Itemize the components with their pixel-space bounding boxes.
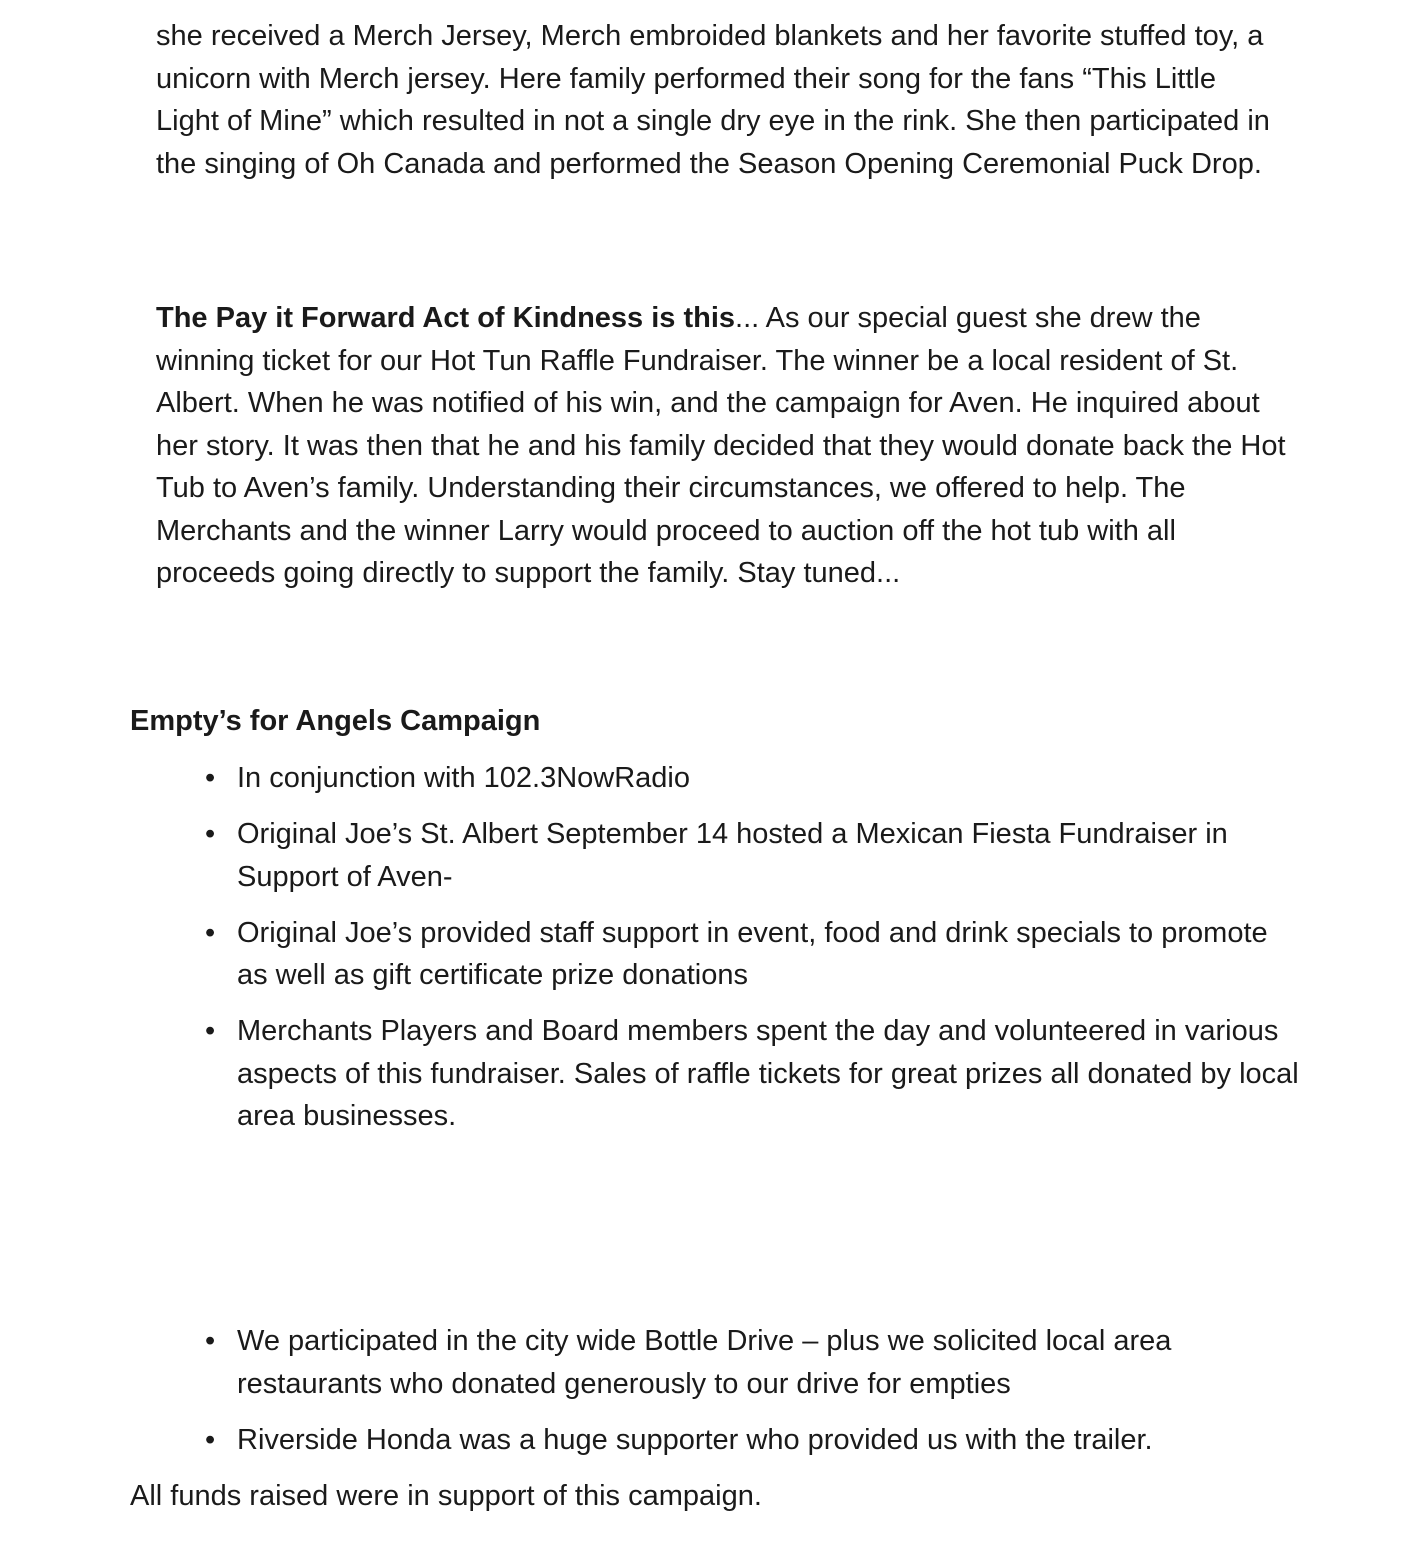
bullet-icon: • — [205, 818, 216, 850]
list-item-text: We participated in the city wide Bottle Drive – plus we solicited local area restaurants who donated generously to our drive for empties — [237, 1325, 1172, 1400]
list-item — [205, 912, 1305, 997]
intro-paragraph: she received a Merch Jersey, Merch embroided blankets and her favorite stuffed toy, a unicorn with Merch jersey. Here family performed their song for the fans “This Little Light of Mine” which resulted in not a single dry eye in the rink. She then participated in the singing of Oh Canada and performed the Season Opening Ceremonial Puck Drop. — [156, 20, 1270, 180]
section-heading: Empty’s for Angels Campaign — [130, 705, 541, 737]
closing-line: All funds raised were in support of this campaign. — [130, 1480, 762, 1512]
list-item-text: Original Joe’s provided staff support in event, food and drink specials to promote as well as gift certificate prize donations — [237, 916, 1268, 991]
list-item — [205, 1010, 1305, 1138]
list-item — [205, 1419, 1305, 1462]
list-item — [205, 757, 1305, 800]
list-item-text: In conjunction with 102.3NowRadio — [237, 762, 690, 794]
pay-it-forward-text: ... As our special guest she drew the winning ticket for our Hot Tun Raffle Fundraiser. The winner be a local resident of St. Albert. When he was notified of his win, and the campaign for Aven. He inquired about her story. It was then that he and his family decided that they would donate back the Hot Tub to Aven’s family. Understanding their circumstances, we offered to help. The Merchants and the winner Larry would proceed to auction off the hot tub with all proceeds going directly to support the family. Stay tuned... — [156, 302, 1286, 589]
bullet-icon: • — [205, 1423, 216, 1456]
list-item-text: Original Joe’s St. Albert September 14 hosted a Mexican Fiesta Fundraiser in Support of Aven- — [237, 818, 1228, 893]
pay-it-forward-paragraph — [156, 297, 1286, 595]
list-item — [205, 1320, 1305, 1405]
campaign-list — [205, 757, 1305, 1151]
bullet-icon: • — [205, 1015, 216, 1047]
bottle-drive-list — [205, 1320, 1305, 1475]
pay-it-forward-lead: The Pay it Forward Act of Kindness is this — [156, 302, 736, 334]
bullet-icon: • — [205, 1325, 216, 1357]
list-item-text: Merchants Players and Board members spent the day and volunteered in various aspects of this fundraiser. Sales of raffle tickets for great prizes all donated by local area businesses. — [237, 1015, 1299, 1132]
bullet-icon: • — [205, 762, 216, 794]
list-item — [205, 813, 1305, 898]
list-item-text: Riverside Honda was a huge supporter who provided us with the trailer. — [237, 1423, 1153, 1456]
bullet-icon: • — [205, 916, 216, 949]
